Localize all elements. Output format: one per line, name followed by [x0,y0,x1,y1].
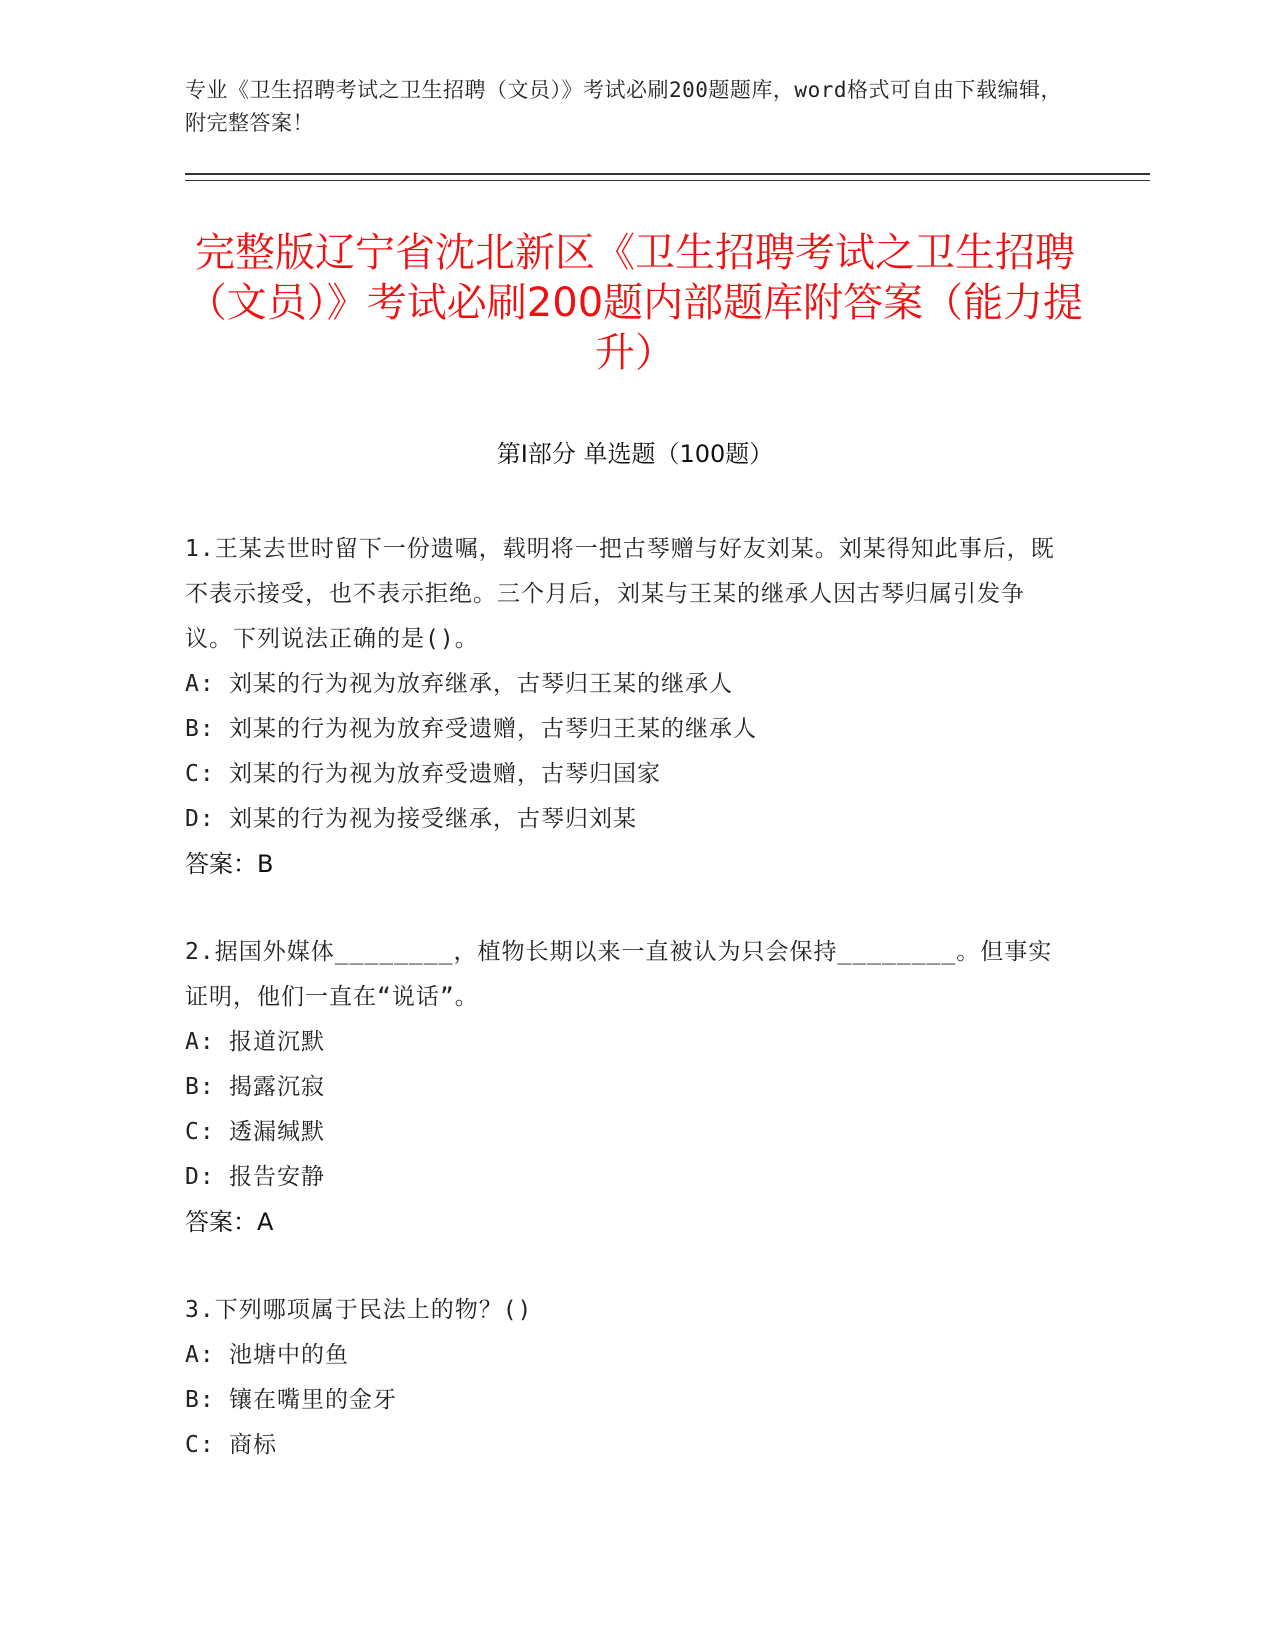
option-text: 池塘中的鱼 [229,1342,349,1368]
question-list [185,527,1065,1511]
option-a [185,662,1065,707]
option-text: 镶在嘴里的金牙 [229,1387,397,1413]
header-note: 专业《卫生招聘考试之卫生招聘（文员）》考试必刷200题题库，word格式可自由下载编辑，附完整答案！ [185,78,1062,135]
option-text: 刘某的行为视为放弃继承，古琴归王某的继承人 [229,671,733,697]
option-text: 刘某的行为视为放弃受遗赠，古琴归国家 [229,761,661,787]
option-a [185,1333,1065,1378]
option-c [185,1110,1065,1155]
question-text: 1.王某去世时留下一份遗嘱，载明将一把古琴赠与好友刘某。刘某得知此事后，既不表示接受，也不表示拒绝。三个月后，刘某与王某的继承人因古琴归属引发争议。下列说法正确的是()。 [185,536,1055,652]
document-title: 完整版辽宁省沈北新区《卫生招聘考试之卫生招聘（文员）》考试必刷200题内部题库附答案（能力提升） [186,230,1084,376]
section-title: 第I部分 单选题（100题） [496,440,774,468]
option-text: 揭露沉寂 [229,1074,325,1100]
option-label: A: [185,1342,215,1368]
option-b [185,1378,1065,1423]
option-label: D: [185,806,215,832]
option-c [185,1423,1065,1468]
question-2 [185,930,1065,1245]
option-d [185,797,1065,842]
option-text: 商标 [229,1432,277,1458]
option-c [185,752,1065,797]
option-label: A: [185,1029,215,1055]
option-b [185,707,1065,752]
option-label: B: [185,1387,215,1413]
option-a [185,1020,1065,1065]
option-label: D: [185,1164,215,1190]
option-b [185,1065,1065,1110]
question-1 [185,527,1065,887]
option-label: B: [185,716,215,742]
option-text: 透漏缄默 [229,1119,325,1145]
option-label: B: [185,1074,215,1100]
question-text: 3.下列哪项属于民法上的物？() [185,1297,533,1323]
header-divider-thin [185,180,1150,181]
answer: 答案：B [185,850,274,878]
option-text: 刘某的行为视为接受继承，古琴归刘某 [229,806,637,832]
option-label: C: [185,761,215,787]
header-divider-thick [185,173,1150,175]
option-text: 刘某的行为视为放弃受遗赠，古琴归王某的继承人 [229,716,757,742]
option-label: A: [185,671,215,697]
option-d [185,1155,1065,1200]
question-text: 2.据国外媒体________，植物长期以来一直被认为只会保持________。但事实证明，他们一直在“说话”。 [185,939,1053,1010]
option-text: 报道沉默 [229,1029,325,1055]
answer: 答案：A [185,1208,274,1236]
option-label: C: [185,1432,215,1458]
question-3 [185,1288,1065,1468]
option-label: C: [185,1119,215,1145]
option-text: 报告安静 [229,1164,325,1190]
